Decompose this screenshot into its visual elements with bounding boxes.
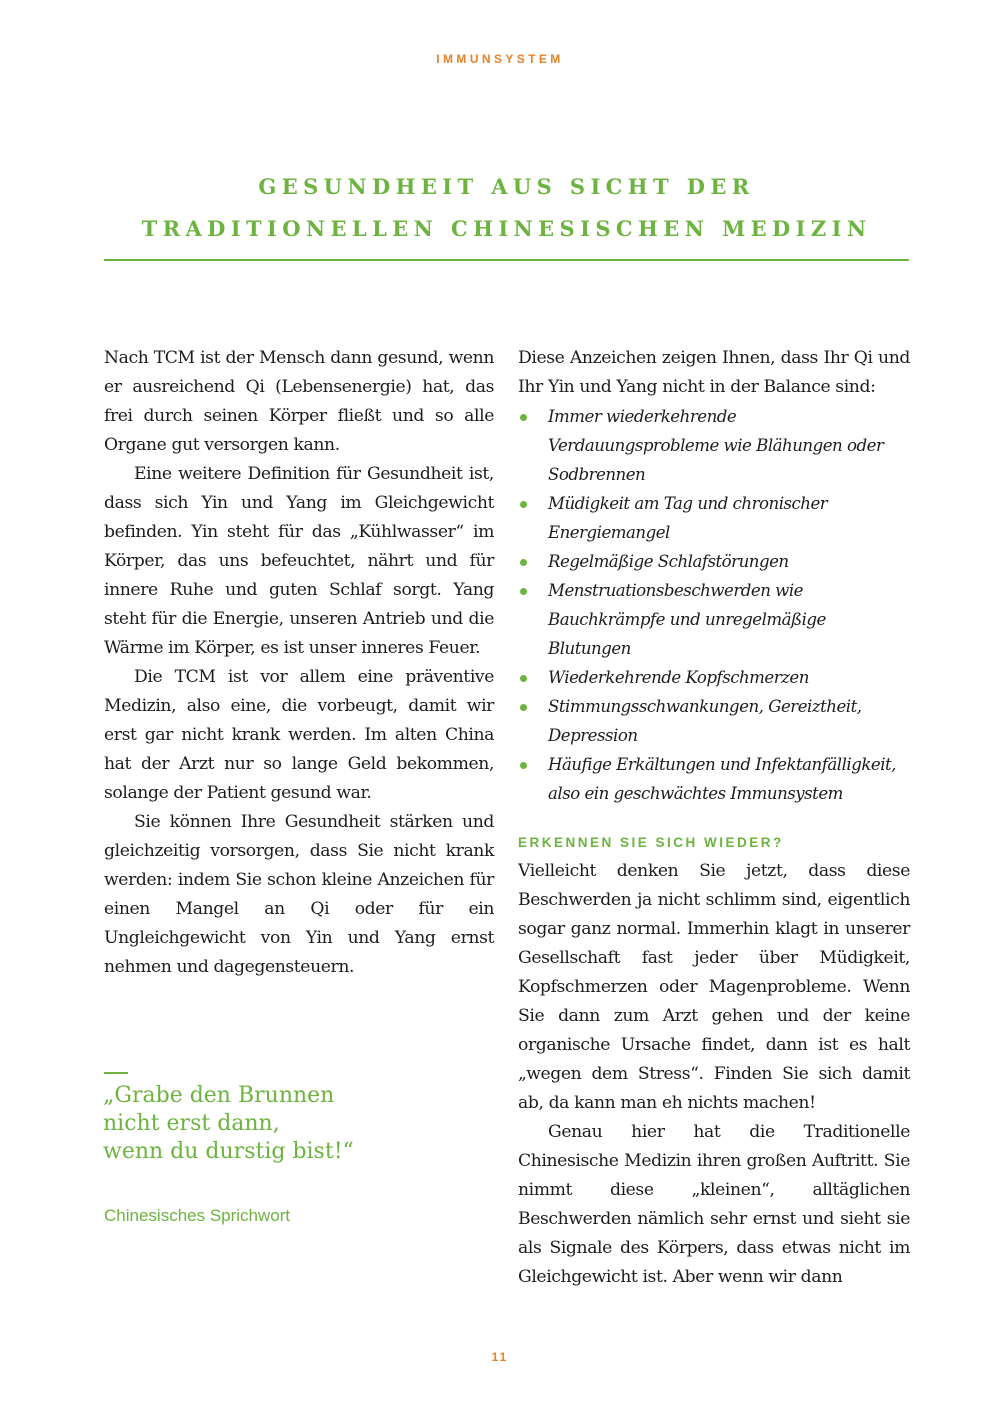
quote-line-3: wenn du durstig bist!“ [103, 1139, 354, 1164]
left-paragraph-1: Nach TCM ist der Mensch dann gesund, wenn er ausreichend Qi (Lebensenergie) hat, das frei durch seinen Körper fließt und so alle Organe gut versorgen kann. [104, 348, 494, 455]
bullet-icon [520, 675, 527, 682]
page-title-line-2: TRADITIONELLEN CHINESISCHEN MEDIZIN [141, 216, 872, 241]
bullet-icon [520, 559, 527, 566]
bullet-icon [520, 501, 527, 508]
list-item: Wiederkehrende Kopfschmerzen [518, 663, 910, 692]
title-divider [104, 259, 909, 261]
left-column [104, 344, 494, 982]
page-title-line-1: GESUNDHEIT AUS SICHT DER [258, 174, 755, 199]
list-item: Menstruationsbeschwerden wie Bauchkrämpfe und unregelmäßige Blutungen [518, 576, 910, 663]
quote-line-1: „Grabe den Brunnen [103, 1083, 335, 1108]
bullet-icon [520, 588, 527, 595]
quote-line-2: nicht erst dann, [103, 1111, 280, 1136]
right-column [518, 344, 910, 1292]
list-item: Regelmäßige Schlafstörungen [518, 547, 910, 576]
quote-source: Chinesisches Sprichwort [104, 1206, 291, 1225]
bullet-icon [520, 704, 527, 711]
page-number: 11 [491, 1350, 509, 1364]
left-paragraph-2: Eine weitere Definition für Gesundheit ist, dass sich Yin und Yang im Gleichgewicht befinden. Yin steht für das „Kühlwasser“ im Körper, das uns befeuchtet, nährt und für innere Ruhe und guten Schlaf sorgt. Yang steht für die Energie, unseren Antrieb und die Wärme im Körper, es ist unser inneres Feuer. [104, 464, 494, 658]
right-paragraph-1: Vielleicht denken Sie jetzt, dass diese Beschwerden ja nicht schlimm sind, eigentlich sogar ganz normal. Immerhin klagt in unserer Gesellschaft fast jeder über Müdigkeit, Kopfschmerzen oder Magenprobleme. Wenn Sie dann zum Arzt gehen und der keine organische Ursache findet, dann ist es halt „wegen dem Stress“. Finden Sie sich damit ab, da kann man eh nichts machen! [518, 861, 910, 1113]
list-item: Müdigkeit am Tag und chronischer Energiemangel [518, 489, 910, 547]
right-intro: Diese Anzeichen zeigen Ihnen, dass Ihr Qi und Ihr Yin und Yang nicht in der Balance sind: [518, 348, 910, 397]
bullet-icon [520, 762, 527, 769]
section-subheading: ERKENNEN SIE SICH WIEDER? [518, 835, 784, 850]
list-item: Stimmungsschwankungen, Gereiztheit, Depression [518, 692, 910, 750]
running-head: IMMUNSYSTEM [436, 52, 564, 66]
pull-quote [103, 1082, 483, 1166]
symptom-list [518, 402, 910, 808]
bullet-icon [520, 414, 527, 421]
left-paragraph-4: Sie können Ihre Gesundheit stärken und gleichzeitig vorsorgen, dass Sie nicht krank werden: indem Sie schon kleine Anzeichen für einen Mangel an Qi oder für ein Ungleichgewicht von Yin und Yang ernst nehmen und dagegensteuern. [104, 812, 494, 977]
right-paragraph-2: Genau hier hat die Traditionelle Chinesische Medizin ihren großen Auftritt. Sie nimmt diese „kleinen“, alltäglichen Beschwerden nämlich sehr ernst und sieht sie als Signale des Körpers, dass etwas nicht im Gleichgewicht ist. Aber wenn wir dann [518, 1122, 910, 1287]
list-item: Häufige Erkältungen und Infektanfälligkeit, also ein geschwächtes Immunsystem [518, 750, 910, 808]
left-paragraph-3: Die TCM ist vor allem eine präventive Medizin, also eine, die vorbeugt, damit wir erst gar nicht krank werden. Im alten China hat der Arzt nur so lange Geld bekommen, solange der Patient gesund war. [104, 667, 494, 803]
list-item: Immer wiederkehrende Verdauungsprobleme wie Blähungen oder Sodbrennen [518, 402, 910, 489]
page-title [104, 166, 909, 250]
quote-dash [104, 1072, 128, 1074]
